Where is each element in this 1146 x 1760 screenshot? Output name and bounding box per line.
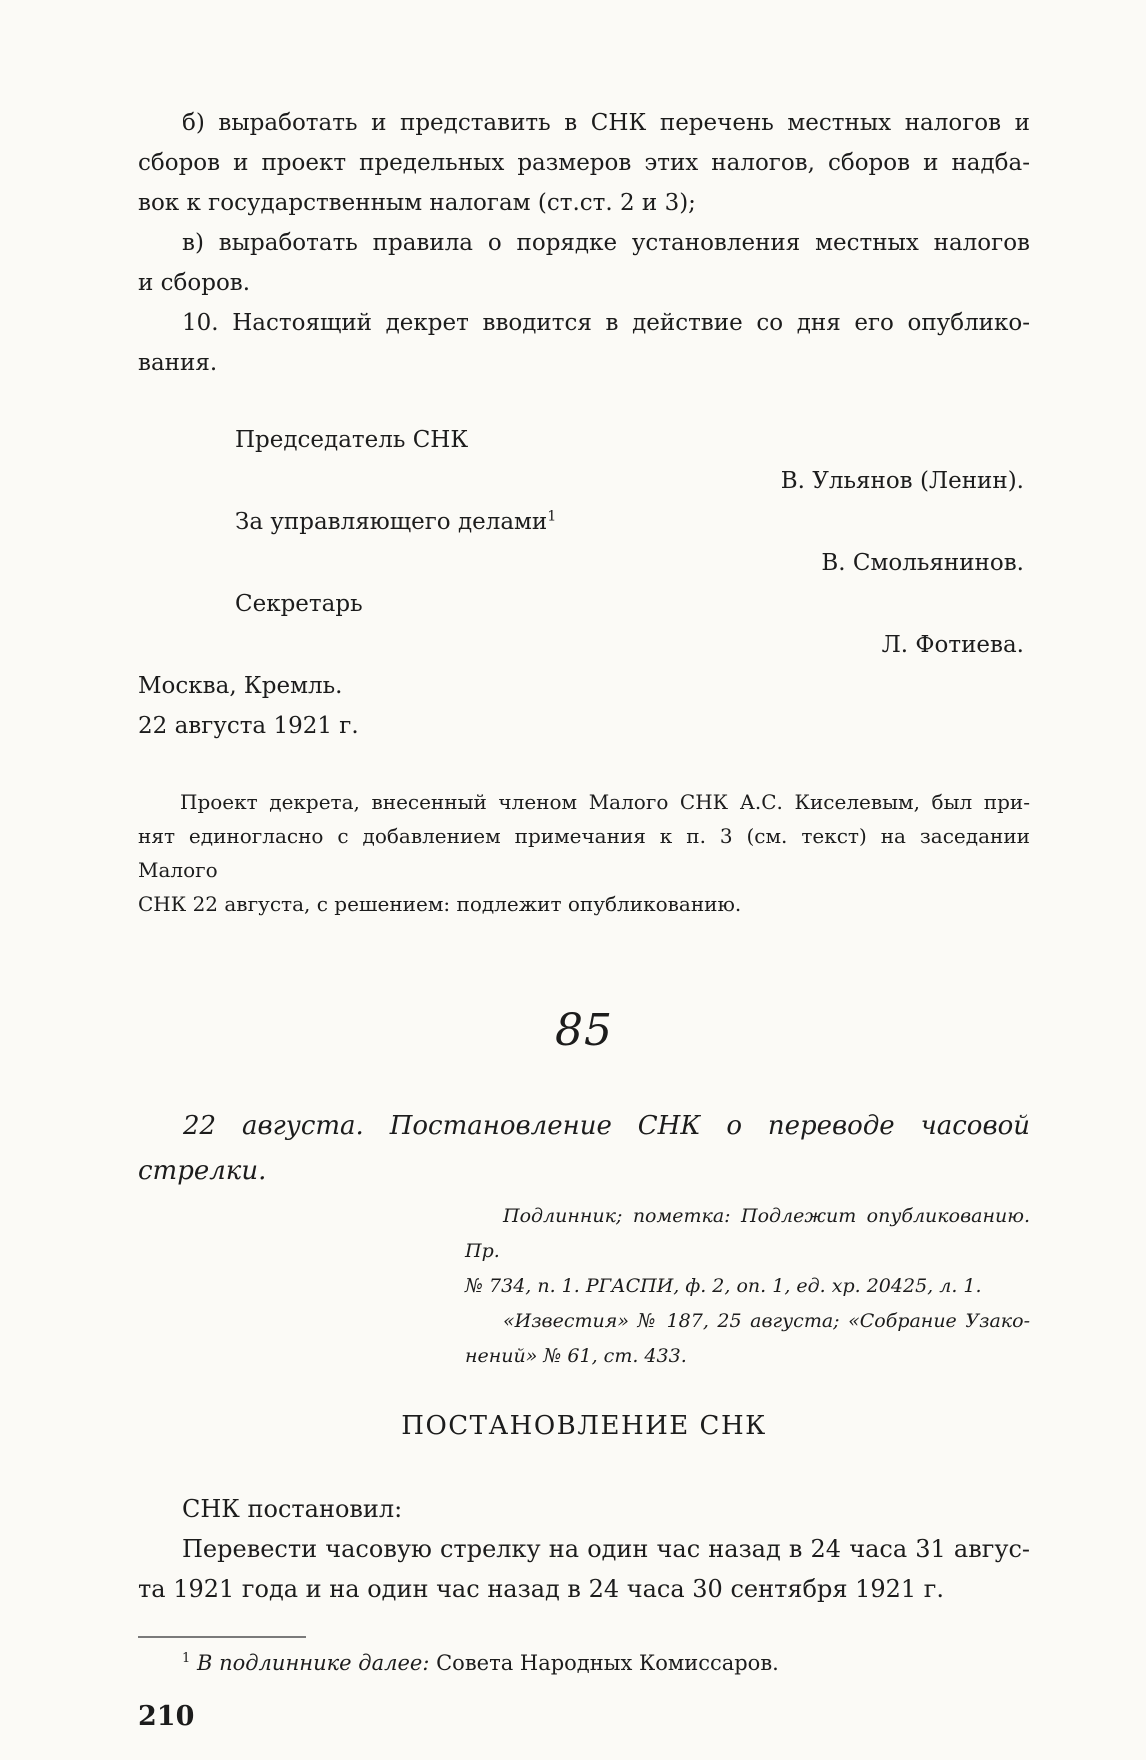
text-line: 22 августа. Постановление СНК о переводе часовой [183, 1111, 1030, 1141]
text-line: Подлинник; пометка: Подлежит опубликованию. Пр. [465, 1205, 1030, 1262]
signature-role-secretary: Секретарь [235, 591, 363, 617]
text-line: 10. Настоящий декрет вводится в действие со дня его опублико- [182, 310, 1030, 336]
place-line: Москва, Кремль. [138, 673, 343, 699]
signature-role-chairman: Председатель СНК [235, 427, 469, 453]
footnote-reference-marker: 1 [547, 508, 557, 525]
archival-source [465, 1199, 1030, 1374]
signature-name-lenin: В. Ульянов (Ленин). [780, 468, 1024, 494]
signature-name-smolyaninov: В. Смольянинов. [821, 550, 1024, 576]
footnote-lead: В подлиннике далее: [196, 1651, 430, 1675]
text-line: сборов и проект предельных размеров этих налогов, сборов и надба- [138, 150, 1030, 176]
footnote-text: Совета Народных Комиссаров. [436, 1651, 779, 1675]
entry-number: 85 [555, 1005, 613, 1056]
text-line: и сборов. [138, 270, 251, 296]
document-heading: ПОСТАНОВЛЕНИЕ СНК [401, 1411, 767, 1441]
signature-block [138, 420, 1030, 666]
footnote-marker: 1 [182, 1651, 191, 1666]
text-line: вания. [138, 350, 218, 376]
text-line: б) выработать и представить в СНК перечень местных налогов и [182, 110, 1030, 136]
place-date-block [138, 666, 1030, 746]
decree-continuation [138, 103, 1030, 383]
text-line: вок к государственным налогам (ст.ст. 2 и 3); [138, 190, 696, 216]
page-number: 210 [138, 1701, 195, 1732]
text-line: нений» № 61, ст. 433. [465, 1345, 687, 1367]
signature-role-text: За управляющего делами [235, 509, 548, 535]
footnote [138, 1646, 1030, 1680]
text-line: стрелки. [138, 1156, 267, 1186]
footnote-divider [138, 1636, 306, 1638]
editorial-note [138, 785, 1030, 921]
text-line: нят единогласно с добавлением примечания к п. 3 (см. текст) на заседании Малого [138, 824, 1030, 882]
text-line: СНК постановил: [182, 1495, 403, 1523]
text-line: та 1921 года и на один час назад в 24 часа 30 сентября 1921 г. [138, 1575, 945, 1603]
document-body [138, 1489, 1030, 1609]
signature-role-manager [138, 502, 1030, 543]
date-line: 22 августа 1921 г. [138, 713, 359, 739]
text-line: «Известия» № 187, 25 августа; «Собрание Узако- [503, 1310, 1030, 1332]
text-line: в) выработать правила о порядке установления местных налогов [182, 230, 1030, 256]
signature-name-fotieva: Л. Фотиева. [881, 632, 1024, 658]
text-line: СНК 22 августа, с решением: подлежит опубликованию. [138, 892, 742, 916]
text-line: № 734, п. 1. РГАСПИ, ф. 2, оп. 1, ед. хр. 20425, л. 1. [465, 1275, 982, 1297]
text-line: Перевести часовую стрелку на один час назад в 24 часа 31 авгус- [182, 1535, 1030, 1563]
entry-heading [138, 1104, 1030, 1194]
text-line: Проект декрета, внесенный членом Малого СНК А.С. Киселевым, был при- [180, 790, 1030, 814]
